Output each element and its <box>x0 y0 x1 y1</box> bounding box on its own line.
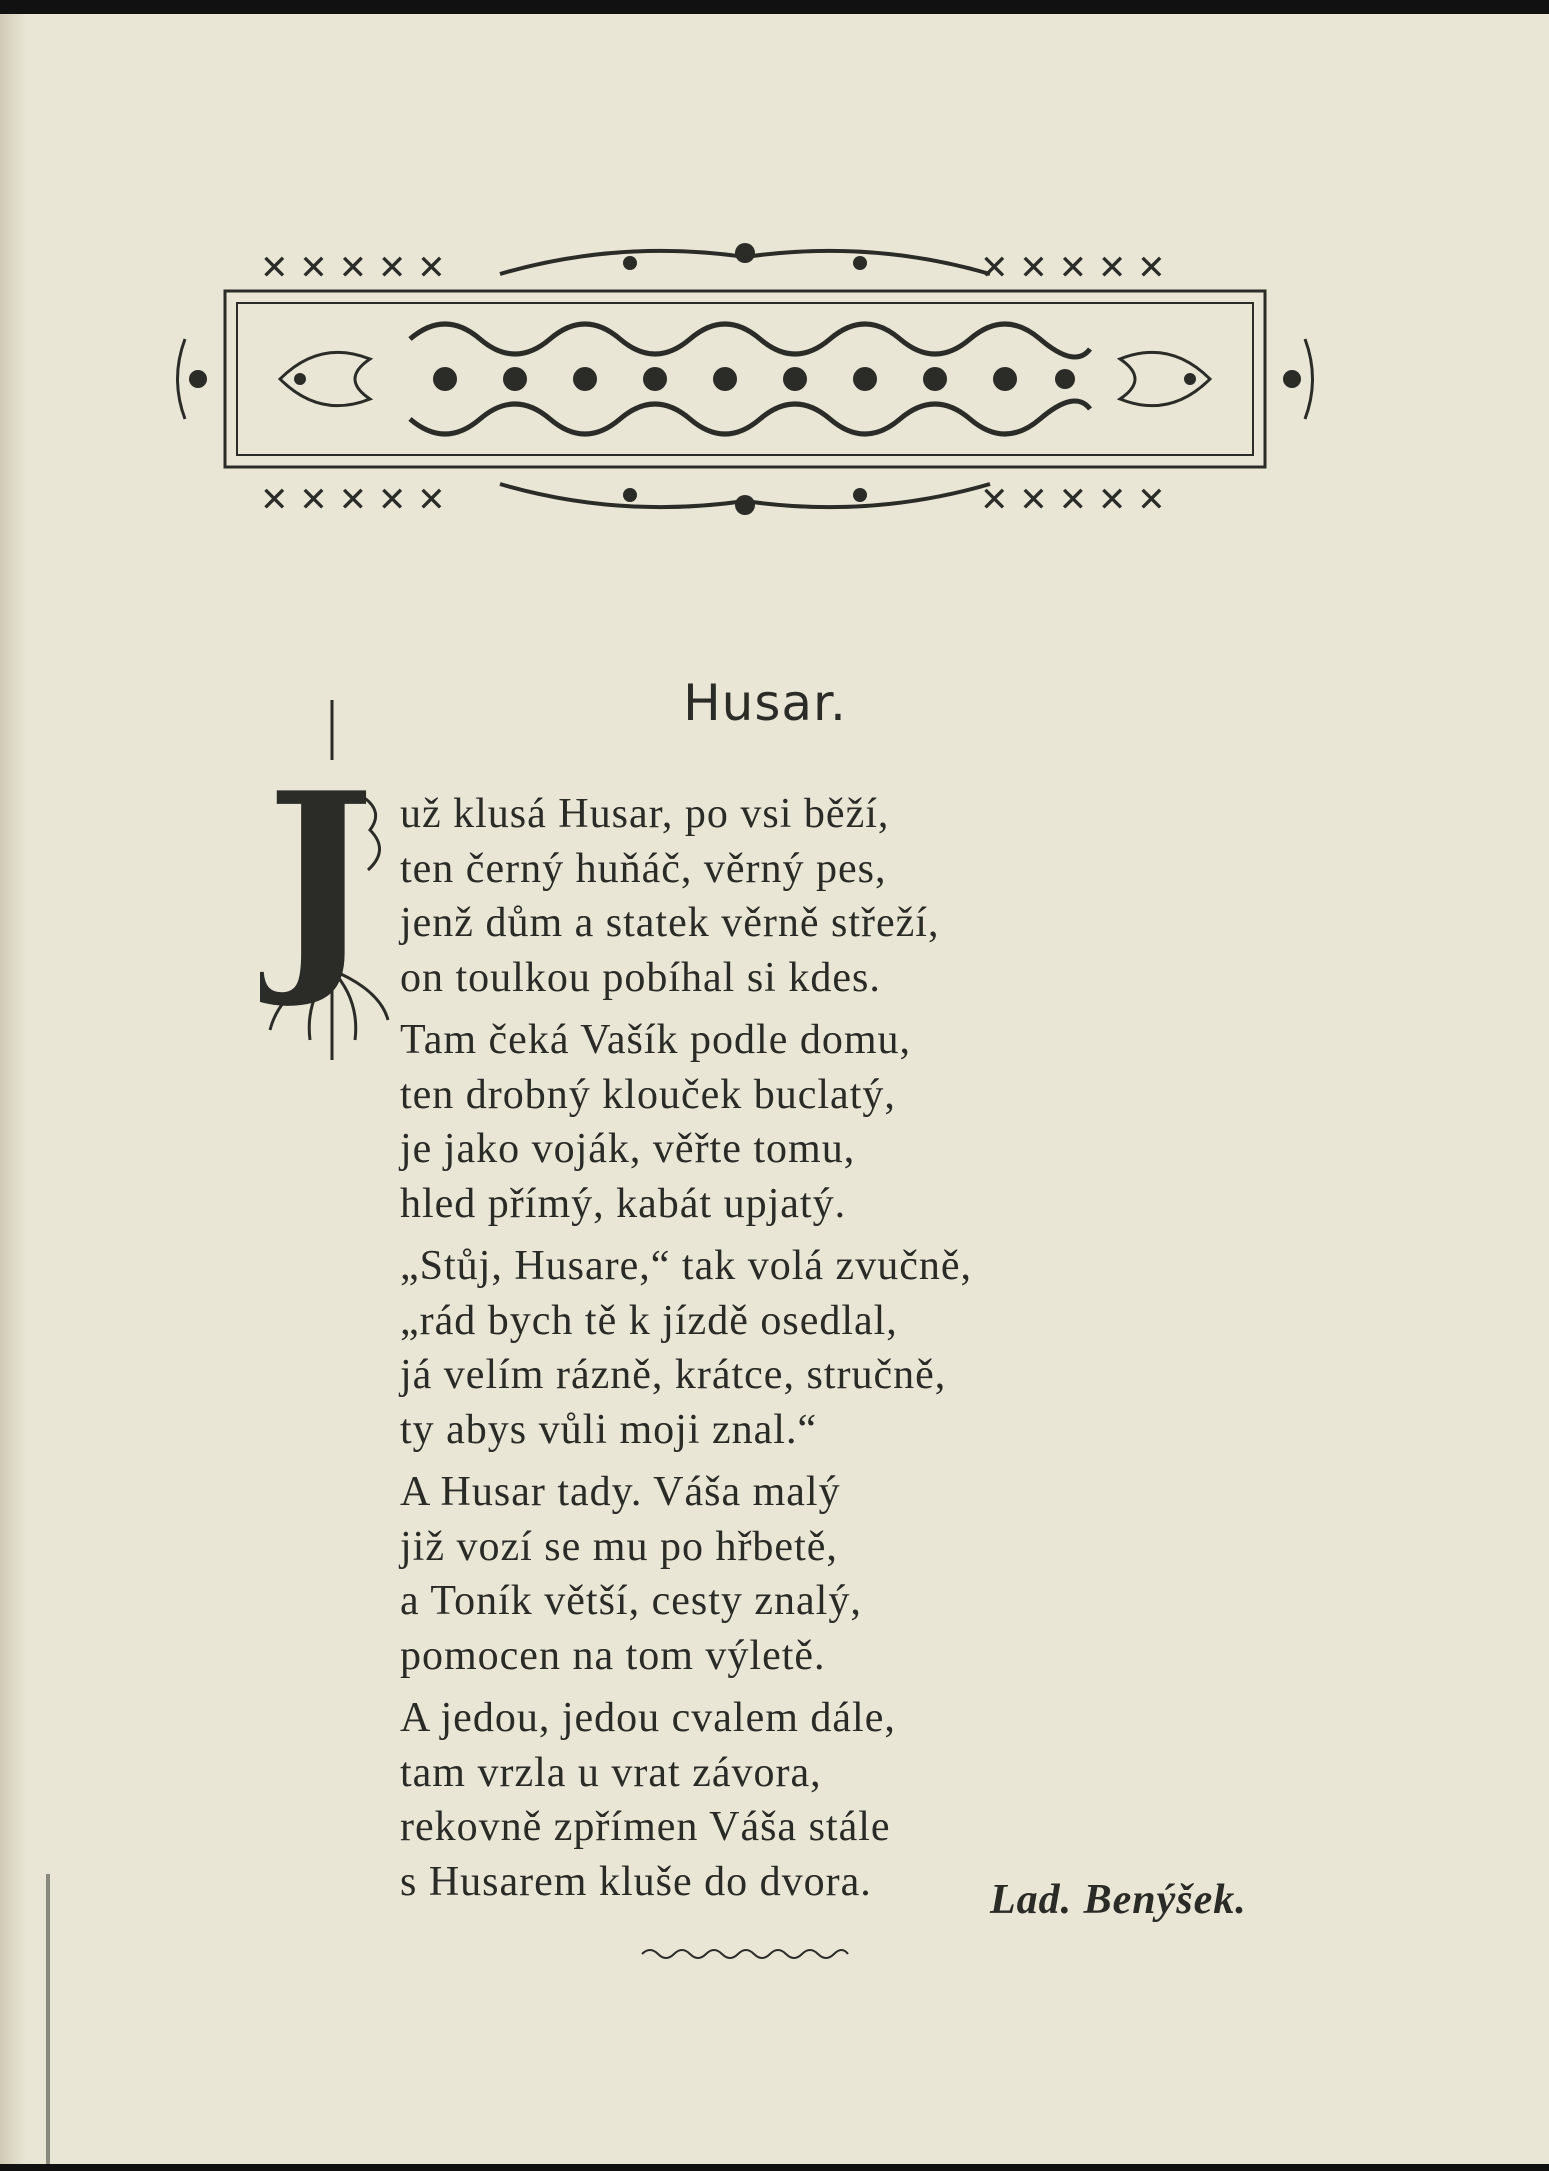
poem-line: ty abys vůli moji znal.“ <box>400 1406 818 1453</box>
poem-line: hled přímý, kabát upjatý. <box>400 1180 847 1227</box>
stanza-1 <box>400 787 972 1005</box>
poem-line: jenž dům a statek věrně střeží, <box>400 900 940 946</box>
poem-line: a Toník větší, cesty znalý, <box>400 1578 862 1624</box>
page-spine-shadow <box>0 14 26 2164</box>
svg-text:✕ ✕ ✕ ✕ ✕: ✕ ✕ ✕ ✕ ✕ <box>980 248 1166 288</box>
poem-line: „rád bych tě k jízdě osedlal, <box>400 1297 898 1344</box>
svg-text:✕ ✕ ✕ ✕ ✕: ✕ ✕ ✕ ✕ ✕ <box>260 480 446 520</box>
poem-line: tam vrzla u vrat závora, <box>400 1749 822 1796</box>
author-signature: Lad. Benýšek. <box>990 1877 1247 1923</box>
stanza-3 <box>400 1239 972 1457</box>
poem-line: ten černý huňáč, věrný pes, <box>400 845 887 892</box>
poem-title: Husar. <box>683 674 847 732</box>
poem-line: A Husar tady. Váša malý <box>400 1469 841 1515</box>
poem-line: já velím rázně, krátce, stručně, <box>400 1352 947 1398</box>
svg-text:✕ ✕ ✕ ✕ ✕: ✕ ✕ ✕ ✕ ✕ <box>260 248 446 288</box>
poem-line: již vozí se mu po hřbetě, <box>400 1523 838 1570</box>
binding-edge-mark <box>46 1874 50 2164</box>
poem-line: pomocen na tom výletě. <box>400 1632 826 1679</box>
poem-body <box>400 787 972 1917</box>
ornamental-header-band <box>170 229 1320 529</box>
stanza-4 <box>400 1465 972 1683</box>
poem-line: A jedou, jedou cvalem dále, <box>400 1695 896 1741</box>
poem-line: Tam čeká Vašík podle domu, <box>400 1017 912 1063</box>
stanza-2 <box>400 1013 972 1231</box>
poem-line: už klusá Husar, po vsi běží, <box>400 791 890 837</box>
poem-line: s Husarem kluše do dvora. <box>400 1858 872 1905</box>
svg-text:✕ ✕ ✕ ✕ ✕: ✕ ✕ ✕ ✕ ✕ <box>980 480 1166 520</box>
poem-line: rekovně zpřímen Váša stále <box>400 1804 891 1850</box>
poem-line: „Stůj, Husare,“ tak volá zvučně, <box>400 1243 972 1289</box>
book-page <box>0 14 1549 2164</box>
stanza-5 <box>400 1691 972 1909</box>
poem-line: je jako voják, věřte tomu, <box>400 1126 856 1172</box>
wavy-tail-piece <box>640 1944 850 1964</box>
drop-cap-initial <box>260 700 390 1060</box>
poem-line: ten drobný klouček buclatý, <box>400 1071 896 1118</box>
drop-cap-letter: J <box>266 743 375 1013</box>
poem-line: on toulkou pobíhal si kdes. <box>400 954 881 1001</box>
